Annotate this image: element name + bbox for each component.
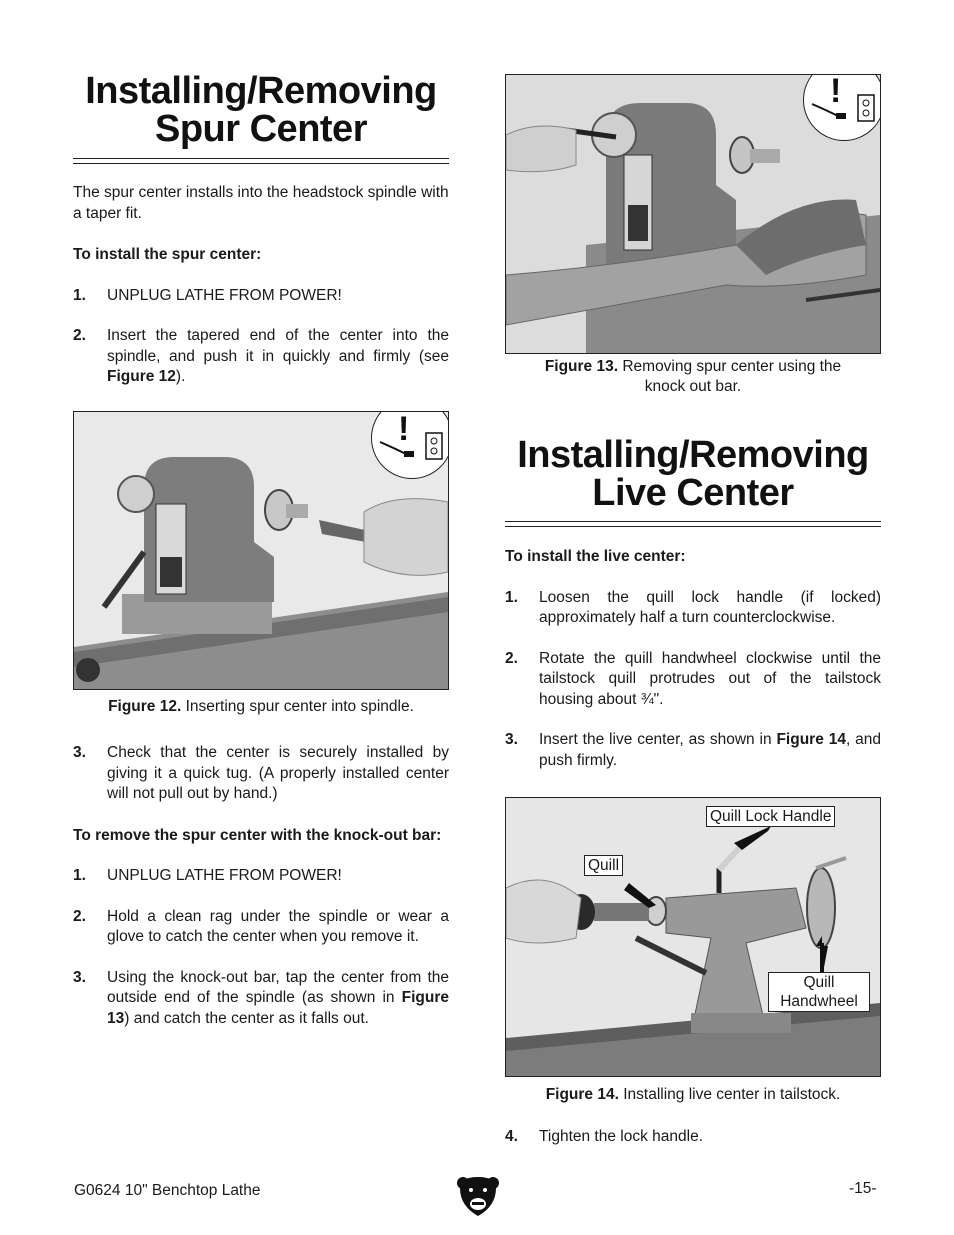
- title-line: Installing/Removing: [85, 70, 437, 112]
- step-number: 2.: [505, 649, 518, 667]
- install-heading: To install the spur center:: [73, 246, 262, 263]
- title-line: Live Center: [592, 472, 794, 514]
- page-number: -15-: [849, 1180, 877, 1197]
- step-text-part: Insert the tapered end of the center into the spindle, and push it in quickly and firmly (see: [107, 327, 449, 365]
- step-number: 3.: [73, 744, 86, 761]
- step-text: [107, 326, 449, 388]
- section-title-spur-center: [73, 72, 449, 148]
- unplug-warning-icon: [803, 74, 881, 141]
- unplug-warning-icon: [371, 411, 449, 479]
- remove-step-3: [73, 968, 449, 1030]
- step-number: 2.: [73, 327, 86, 344]
- caption-text: Installing live center in tailstock.: [618, 1086, 841, 1103]
- right-column: [505, 436, 881, 771]
- bear-head-icon: [456, 1174, 500, 1218]
- caption-text: knock out bar.: [644, 378, 742, 395]
- title-line: Installing/Removing: [517, 434, 869, 476]
- live-step-4: [505, 1127, 881, 1148]
- title-rule: [73, 158, 449, 164]
- caption-label: Figure 12.: [108, 698, 182, 715]
- step-text: Loosen the quill lock handle (if locked) approximately half a turn counterclockwise.: [539, 588, 881, 626]
- callout-line: Handwheel: [780, 993, 858, 1010]
- live-install-heading: To install the live center:: [505, 548, 686, 565]
- callout-line: Quill: [803, 974, 835, 991]
- caption-text: Removing spur center using the: [618, 358, 842, 375]
- figure-14-photo: [505, 797, 881, 1077]
- step-number: 4.: [505, 1128, 518, 1145]
- figure-ref: Figure 12: [107, 368, 176, 385]
- step-number: 2.: [73, 907, 86, 925]
- figure-13-photo: [505, 74, 881, 354]
- step-text: Rotate the quill handwheel clockwise until the tailstock quill protrudes out of the tailstock housing about ¾".: [539, 649, 881, 708]
- figure-12-caption: [73, 697, 449, 717]
- live-step-3: [505, 730, 881, 771]
- svg-text:!: !: [830, 74, 842, 110]
- step-text: UNPLUG LATHE FROM POWER!: [107, 867, 342, 884]
- section-title-live-center: [505, 436, 881, 512]
- step-text: Tighten the lock handle.: [539, 1128, 704, 1145]
- remove-step-2: [73, 907, 449, 948]
- intro-text: The spur center installs into the headstock spindle with a taper fit.: [73, 184, 449, 222]
- install-step-3: [73, 743, 449, 805]
- figure-13-caption: [505, 357, 881, 397]
- step-text-part: Insert the live center, as shown in: [539, 731, 777, 748]
- step-text: UNPLUG LATHE FROM POWER!: [107, 286, 342, 304]
- caption-text: Inserting spur center into spindle.: [181, 698, 414, 715]
- figure-ref: Figure 14: [776, 731, 846, 748]
- quill-handwheel-callout: [768, 972, 870, 1012]
- svg-text:!: !: [398, 411, 410, 448]
- title-line: Spur Center: [155, 108, 367, 150]
- step-text: Check that the center is securely installed by giving it a quick tug. (A properly installed center will not pull out by hand.): [107, 744, 449, 802]
- step-text-part: ) and catch the center as it falls out.: [124, 1009, 369, 1027]
- step-text: [107, 968, 449, 1030]
- step-number: 1.: [73, 867, 86, 884]
- caption-label: Figure 14.: [545, 1086, 619, 1103]
- left-column: [73, 72, 449, 388]
- figure-14-caption: [505, 1085, 881, 1105]
- right-column-lower: [505, 1127, 881, 1148]
- grizzly-bear-logo-icon: [456, 1174, 500, 1218]
- live-step-2: [505, 649, 881, 711]
- tailstock-illustration: [506, 798, 880, 1076]
- step-number: 1.: [505, 588, 518, 606]
- step-text: Hold a clean rag under the spindle or wear a glove to catch the center when you remove it.: [107, 907, 449, 945]
- step-text-part: ).: [175, 368, 186, 385]
- left-column-lower: [73, 743, 449, 1029]
- title-rule: [505, 521, 881, 527]
- live-step-1: [505, 588, 881, 629]
- install-step-2: [73, 326, 449, 388]
- quill-lock-handle-callout: Quill Lock Handle: [706, 806, 835, 827]
- step-number: 3.: [73, 968, 86, 986]
- step-number: 3.: [505, 731, 518, 748]
- figure-12-photo: [73, 411, 449, 690]
- footer-model: G0624 10" Benchtop Lathe: [74, 1182, 261, 1199]
- figure-ref: Figure 13: [107, 989, 449, 1027]
- step-text-part: Using the knock-out bar, tap the center from the outside end of the spindle (as shown in: [107, 968, 449, 1006]
- step-text: [539, 730, 881, 771]
- quill-callout: Quill: [584, 855, 623, 876]
- remove-heading: To remove the spur center with the knock-out bar:: [73, 826, 442, 844]
- step-number: 1.: [73, 286, 86, 304]
- plug-outlet-icon: [804, 74, 881, 140]
- install-step-1: [73, 286, 449, 307]
- step-text-part: , and push firmly.: [539, 731, 881, 769]
- remove-step-1: [73, 866, 449, 887]
- plug-outlet-icon: [372, 411, 449, 478]
- caption-label: Figure 13.: [544, 358, 619, 375]
